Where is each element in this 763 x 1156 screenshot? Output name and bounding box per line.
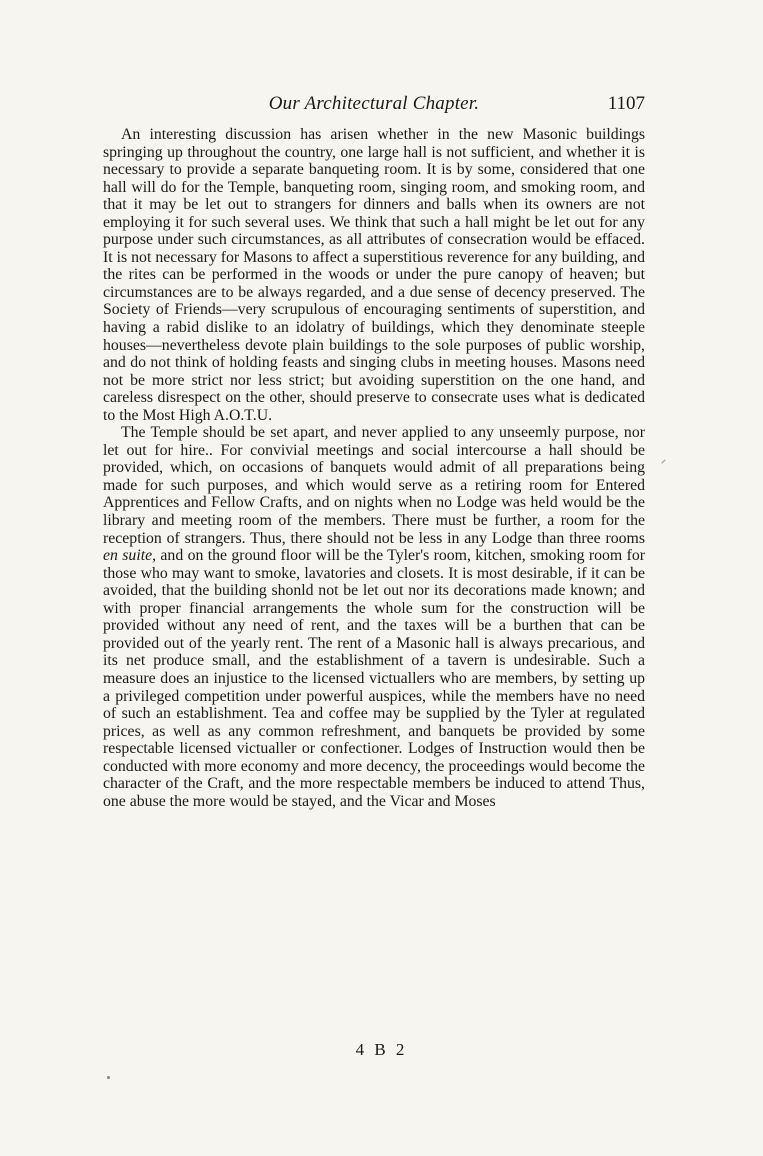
page-speck bbox=[107, 1076, 110, 1079]
page-mark bbox=[661, 459, 665, 463]
italic-phrase: en suite bbox=[103, 547, 153, 565]
page-number: 1107 bbox=[607, 93, 645, 114]
signature-mark: 4 B 2 bbox=[355, 1040, 408, 1059]
paragraph-2-part-2: , and on the ground floor will be the Tyler's room, kitchen, smoking room for those who may want to smoke, lavatories and closets. It is most desirable, if it can be avoided, that the building shonld not be let out nor its decorations made known; and with proper financial arrangements the whole sum for the construction will be provided without any need of rent, and the taxes will be a burthen that can be provided out of the yearly rent. The rent of a Masonic hall is always precarious, and its net produce small, and the establishment of a tavern is undesirable. Such a measure does an injustice to the licensed victuallers who are members, by setting up a privileged competition under powerful auspices, while the members have no need of such an establishment. Tea and coffee may be supplied by the Tyler at regulated prices, as well as any common refreshment, and banquets be provided by some respectable licensed victualler or confectioner. Lodges of Instruction would then be conducted with more economy and more decency, the proceedings would become the character of the Craft, and the more respectable members be induced to attend Thus, one abuse the more would be stayed, and the Vicar and Moses bbox=[103, 547, 645, 810]
paragraph-1: An interesting discussion has arisen whether in the new Masonic buildings springing up throughout the country, one large hall is not sufficient, and whether it is necessary to provide a separate banqueting room. It is by some, considered that one hall will do for the Temple, banqueting room, singing room, and smoking room, and that it may be let out to strangers for dinners and balls when its owners are not employing it for such several uses. We think that such a hall might be let out for any purpose under such circumstances, as all attributes of consecration would be effaced. It is not necessary for Masons to affect a superstitious reverence for any building, and the rites can be performed in the woods or under the pure canopy of heaven; but circumstances are to be always regarded, and a due sense of decency preserved. The Society of Friends—very scrupulous of encouraging sentiments of superstition, and having a rabid dislike to an idolatry of buildings, which they denominate steeple houses—nevertheless devote plain buildings to the sole purposes of public worship, and do not think of holding feasts and singing clubs in meeting houses. Masons need not be more strict nor less strict; but avoiding superstition on the one hand, and careless disrespect on the other, should preserve to consecrate uses what is dedicated to the Most High A.O.T.U. bbox=[103, 126, 645, 424]
paragraph-2-part-1: The Temple should be set apart, and never applied to any unseemly purpose, nor let out for hire.. For convivial meetings and social intercourse a hall should be provided, which, on occasions of banquets would admit of all preparations being made for such purposes, and which would serve as a retiring room for Entered Apprentices and Fellow Crafts, and on nights when no Lodge was held would be the library and meeting room of the members. There must be further, a room for the reception of strangers. Thus, there should not be less in any Lodge than three rooms bbox=[103, 424, 645, 547]
paragraph-2 bbox=[103, 424, 645, 810]
article-body bbox=[103, 126, 645, 810]
page-header bbox=[103, 93, 645, 119]
running-title: Our Architectural Chapter. bbox=[268, 93, 480, 114]
